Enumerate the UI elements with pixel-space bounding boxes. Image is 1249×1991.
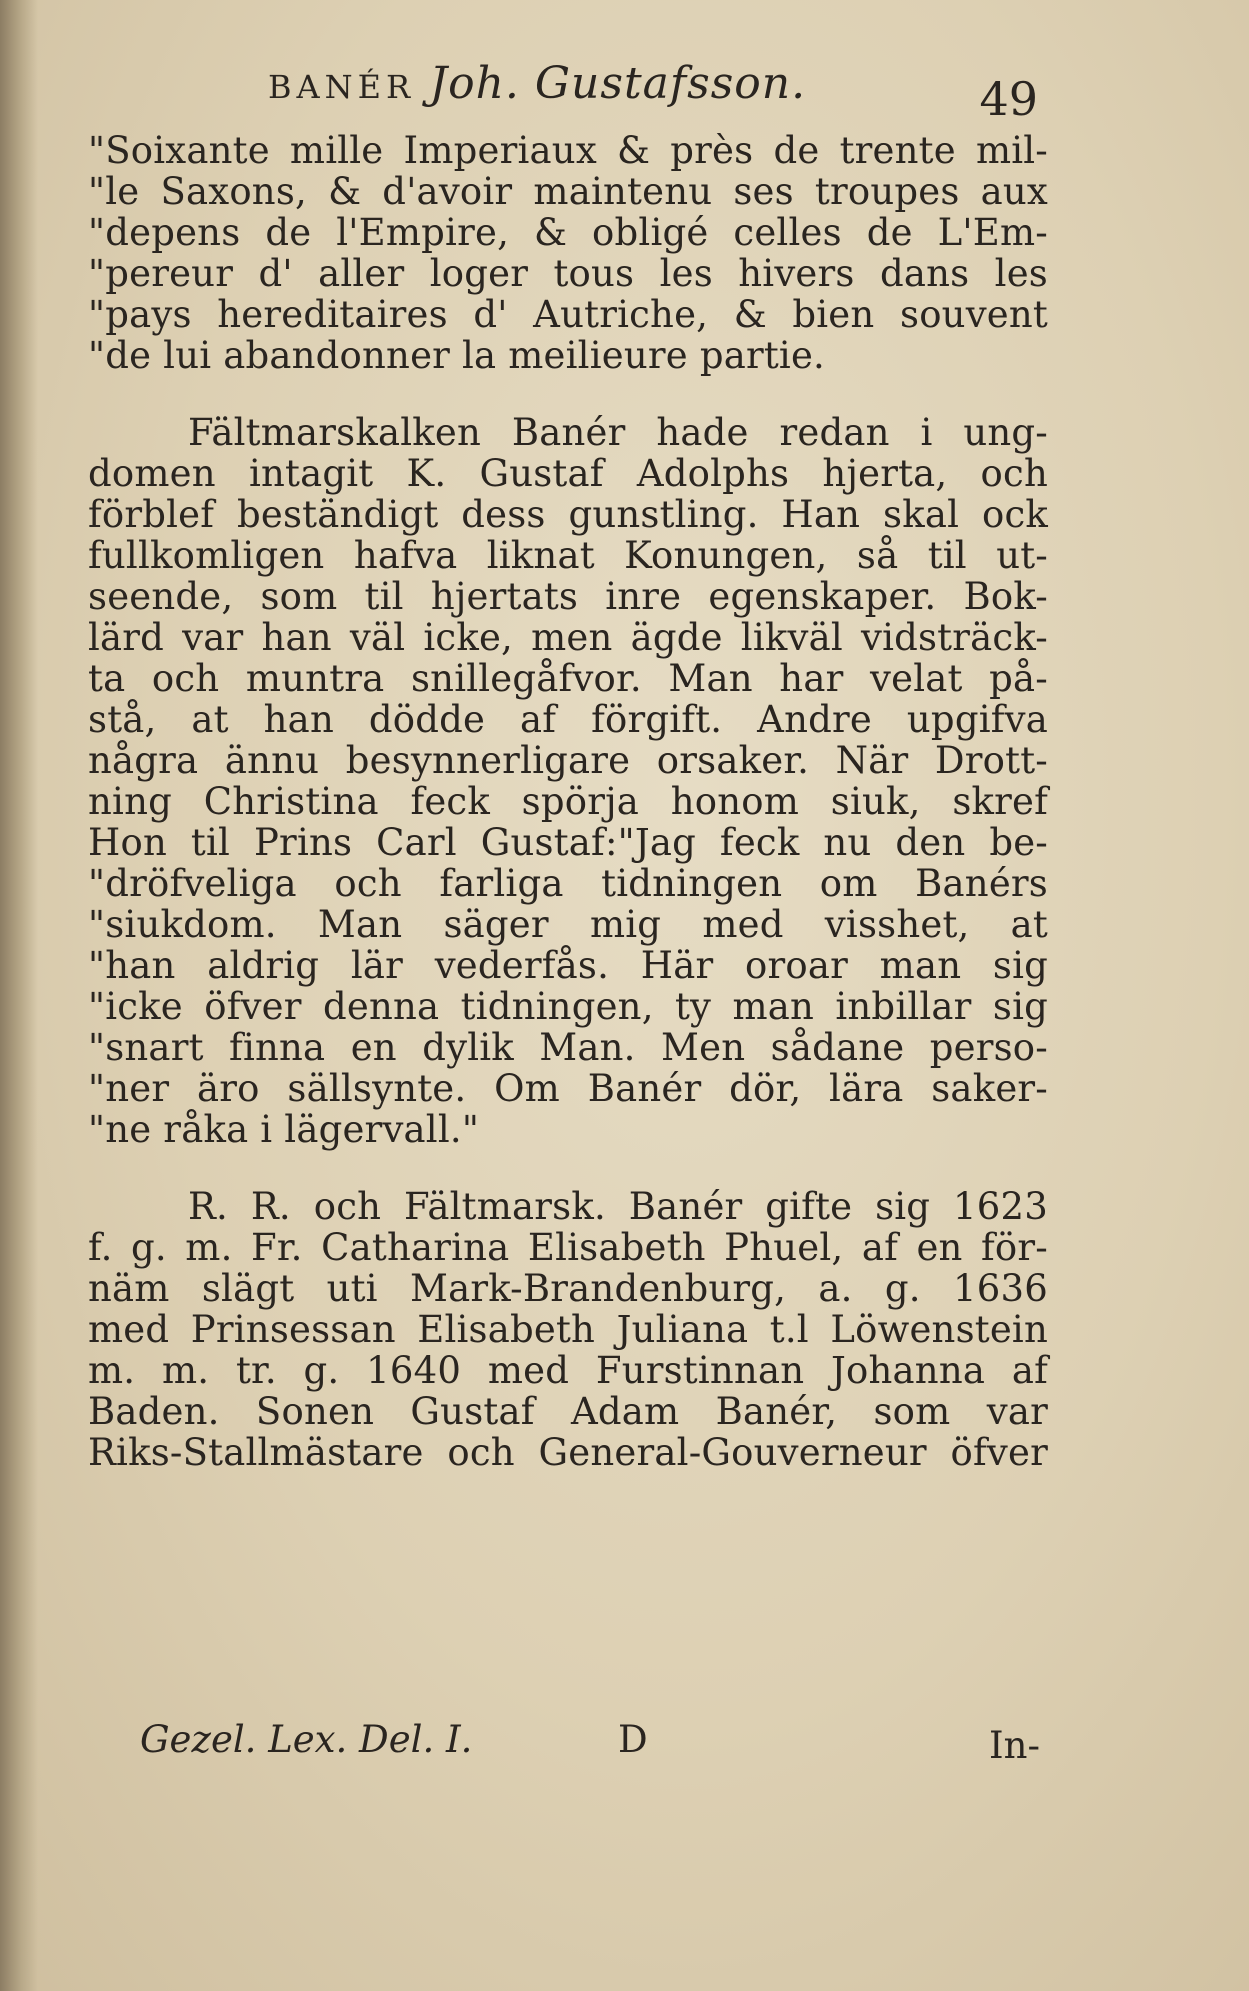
text-line: Baden. Sonen Gustaf Adam Banér, som var	[88, 1390, 1048, 1433]
text-line: Riks-Stallmästare och General-Gouverneur öfver	[88, 1431, 1048, 1474]
text-line: "pays hereditaires d' Autriche, & bien souvent	[88, 293, 1048, 336]
page-number: 49	[979, 72, 1038, 126]
text-line: ning Christina feck spörja honom siuk, skref	[88, 780, 1048, 823]
text-line: stå, at han dödde af förgift. Andre upgifva	[88, 698, 1048, 741]
text-line: "Soixante mille Imperiaux & près de trente mil-	[88, 129, 1048, 172]
text-line: "ner äro sällsynte. Om Banér dör, lära saker-	[88, 1067, 1048, 1110]
paragraph-gap	[88, 376, 1048, 412]
running-head	[268, 58, 806, 109]
running-head-given-name: Joh. Gustafsson.	[429, 58, 807, 109]
text-line: "le Saxons, & d'avoir maintenu ses troupes aux	[88, 170, 1048, 213]
paragraph-biography	[88, 412, 1048, 1150]
text-line: förblef beständigt dess gunstling. Han skal ock	[88, 493, 1048, 536]
text-line: näm slägt uti Mark-Brandenburg, a. g. 1636	[88, 1267, 1048, 1310]
text-line: några ännu besynnerligare orsaker. När Drott-	[88, 739, 1048, 782]
text-line: ta och muntra snillegåfvor. Man har velat på-	[88, 657, 1048, 700]
text-line: seende, som til hjertats inre egenskaper. Bok-	[88, 575, 1048, 618]
paragraph-quote-continuation	[88, 130, 1048, 376]
body-text	[88, 130, 1048, 1473]
text-line: lärd var han väl icke, men ägde likväl vidsträck-	[88, 616, 1048, 659]
text-line: f. g. m. Fr. Catharina Elisabeth Phuel, af en för-	[88, 1226, 1048, 1269]
text-line: "icke öfver denna tidningen, ty man inbillar sig	[88, 985, 1048, 1028]
text-line: "snart finna en dylik Man. Men sådane perso-	[88, 1026, 1048, 1069]
signature-mark: D	[618, 1718, 648, 1761]
book-gutter	[0, 0, 38, 1991]
text-line: fullkomligen hafva liknat Konungen, så til ut-	[88, 534, 1048, 577]
paragraph-marriages	[88, 1186, 1048, 1473]
text-line: Fältmarskalken Banér hade redan i ung-	[188, 411, 1048, 454]
source-note: Gezel. Lex. Del. I.	[140, 1718, 473, 1761]
text-line: "pereur d' aller loger tous les hivers dans les	[88, 252, 1048, 295]
text-line: R. R. och Fältmarsk. Banér gifte sig 1623	[188, 1185, 1048, 1228]
text-line: "ne råka i lägervall."	[88, 1108, 480, 1151]
text-line: domen intagit K. Gustaf Adolphs hjerta, och	[88, 452, 1048, 495]
text-line: med Prinsessan Elisabeth Juliana t.l Löwenstein	[88, 1308, 1048, 1351]
page-header	[268, 50, 1058, 126]
running-head-name: BANÉR	[268, 68, 416, 106]
text-line: "han aldrig lär vederfås. Här oroar man sig	[88, 944, 1048, 987]
text-line: Hon til Prins Carl Gustaf:"Jag feck nu den be-	[88, 821, 1048, 864]
text-line: "depens de l'Empire, & obligé celles de L'Em-	[88, 211, 1048, 254]
text-line: "dröfveliga och farliga tidningen om Banérs	[88, 862, 1048, 905]
text-line: "siukdom. Man säger mig med visshet, at	[88, 903, 1048, 946]
text-line: "de lui abandonner la meilieure partie.	[88, 334, 826, 377]
text-line: m. m. tr. g. 1640 med Furstinnan Johanna af	[88, 1349, 1048, 1392]
page-footer	[140, 1718, 1040, 1768]
paragraph-gap	[88, 1150, 1048, 1186]
catchword: In-	[989, 1724, 1040, 1767]
